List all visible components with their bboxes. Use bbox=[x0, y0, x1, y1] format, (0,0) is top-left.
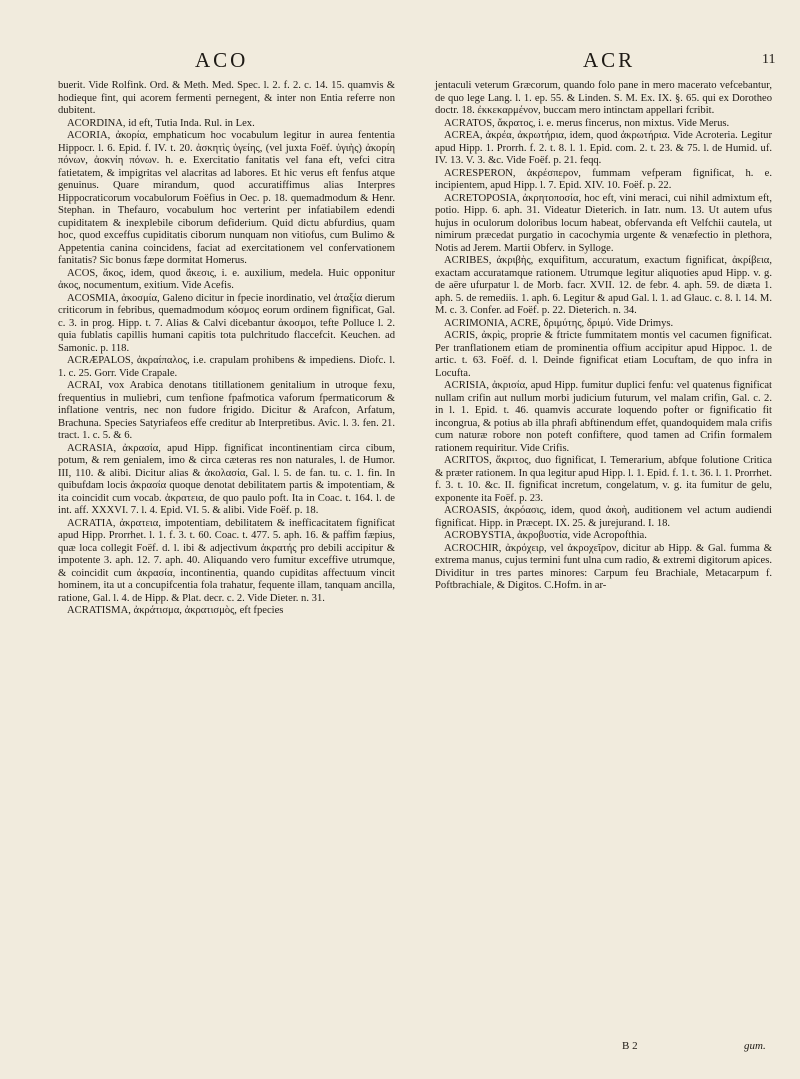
entry-paragraph: ACROBYSTIA, ἀκροβυστία, vide Acropofthia. bbox=[444, 530, 647, 541]
entry-paragraph: ACORIA, ἀκορία, emphaticum hoc vocabulum legitur in aurea fententia Hippocr. l. 6. Epid. f. IV. t. 20. ἀσκητὶς ὑγείης, (vel juxta Foëf. ὑγιὴς) ἀκορίη πόνων, ἀοκνίη πόνων. h. e. Exercitatio fanitatis vel fana eft, vefci citra fatietatem, & impigritas vel alacritas ad labores. Et hic verus eft fenfus atque genuinus. Quare mirandum, quod accuratiffimus alias Interpres Hippocraticorum vocabulorum Foëfius in Oec. p. 18. quemadmodum & Henr. Stephan. in Thefauro, vocabulum hoc verterint per infatiabilem edendi cupiditatem & inexplebile ciborum defiderium. Quid dictu abfurdius, quam hoc, quod exceffus cupiditatis ciborum nunquam non vitiofus, cum Bulimo & Appetentia canina coincidens, faciat ad exercitationem vel confervationem fanitatis? Sic bonus fæpe dormitat Homerus. bbox=[58, 130, 395, 266]
right-column bbox=[435, 80, 772, 593]
entry-paragraph: ACROCHIR, ἀκρόχειρ, vel ἀκροχεῖρον, dicitur ab Hipp. & Gal. fumma & extrema manus, cujus termini funt ulna cum radio, & extremi digitorum apices. Dividitur in tres partes minores: Carpum feu Brachiale, Metacarpum f. Poftbrachiale, & Digitos. C.Hofm. in ar- bbox=[435, 542, 772, 591]
entry-paragraph: ACRIMONIA, ACRE, δριμύτης, δριμύ. Vide Drimys. bbox=[444, 317, 674, 329]
entry-paragraph: ACOSMIA, ἀκοσμία, Galeno dicitur in fpecie inordinatio, vel ἀταξία dierum criticorum in febribus, quemadmodum κόσμος eorum ordinem fignificat, Gal. c. 3. in prog. Hipp. t. 7. Alias & Calvi dicebantur ἀκοσμοι, tefte Polluce l. 2. quia fublatis capillis humani capitis tota pulchritudo flaccefcit. Keuchen. ad Samonic. p. 118. bbox=[58, 292, 395, 354]
entry-paragraph: ACREA, ἀκρέα, ἀκρωτήρια, idem, quod ἀκρωτήρια. Vide Acroteria. Legitur apud Hipp. 1. Prorrh. f. 2. t. 8. l. 1. Epid. com. 2. t. 23. & 75. l. de Humid. uf. IV. 13. V. 3. &c. Vide Foëf. p. 21. feqq. bbox=[435, 130, 772, 166]
entry-paragraph: ACROASIS, ἀκρόασις, idem, quod ἀκοὴ, auditionem vel actum audiendi fignificat. Hipp. in Præcept. IX. 25. & jurejurand. I. 18. bbox=[435, 505, 772, 529]
entry-paragraph: ACRATISMA, ἀκράτισμα, ἀκρατισμὸς, eft fpecies bbox=[67, 605, 284, 616]
entry-paragraph: ACRETOPOSIA, ἀκρητοποσία, hoc eft, vini meraci, cui nihil admixtum eft, potio. Hipp. 6. aph. 31. Videatur Dieterich. in Iatr. num. 13. Ut autem ufus hujus in oculorum doloribus locum habeat, obfervanda eft Velfchii cautela, ut nimirum præcedat purgatio in cacochymia urgente & venæfectio in plethora, Notis ad Jerem. Martii Obferv. in Sylloge. bbox=[435, 192, 772, 254]
entry-paragraph: ACOS, ἄκος, idem, quod ἄκεσις, i. e. auxilium, medela. Huic opponitur ἀκος, nocumentum, exitium. Vide Acefis. bbox=[58, 267, 395, 291]
catchword: gum. bbox=[744, 1040, 766, 1052]
entry-paragraph: ACRISIA, ἀκρισία, apud Hipp. fumitur duplici fenfu: vel quatenus fignificat nullam crifin aut nullum morbi judicium futurum, vel malam crifin, Gal. c. 2. in l. 1. Epid. t. 46. quamvis accurate loquendo pofter or fignificatio fit incongrua, & potius ab illa phrafi abftinendum effet, quandoquidem mala crifis cum naturæ robore non poteft confiftere, quod tamen ad Crifin formalem rationem requiritur. Vide Crifis. bbox=[435, 380, 772, 454]
entry-paragraph: ACRITOS, ἄκριτος, duo fignificat, I. Temerarium, abfque folutione Critica & præter rationem. In qua legitur apud Hipp. l. 1. Epid. f. 1. t. 36. l. 1. Prorrhet. f. 3. t. 10. &c. II. fignificat incretum, congelatum, v. g. ita fumitur de gelu, exponente ita Foëf. p. 23. bbox=[435, 455, 772, 504]
entry-paragraph: ACRESPERON, ἀκρέσπερον, fummam vefperam fignificat, h. e. incipientem, apud Hipp. l. 7. Epid. XIV. 10. Foëf. p. 22. bbox=[435, 167, 772, 191]
header-left-word: ACO bbox=[195, 48, 249, 72]
entry-paragraph: ACRIBES, ἀκριβὴς, exquifitum, accuratum, exactum fignificat, ἀκρίβεια, exactam accuratamque rationem. Utrumque legitur aliquoties apud Hipp. v. g. de aëre ufurpatur l. de Morb. facr. XVII. 12. de febr. 4. aph. 59. de diæta 1. aph. 5. de remediis. 1. aph. 6. Legitur & apud Gal. l. 1. ad Glauc. c. 8. l. 14. M. M. c. 3. Confer. ad Foëf. p. 22. Dieterich. n. 34. bbox=[435, 255, 772, 316]
entry-paragraph: ACRIS, ἀκρὶς, proprie & ftricte fummitatem montis vel cacumen fignificat. Per tranflationem etiam de prominentia offium accipitur apud Hippoc. 1. de artic. t. 63. Foëf. d. l. Deinde fignificat etiam Locuftam, de quo infra in Locufta. bbox=[435, 330, 772, 379]
entry-paragraph: ACRAI, vox Arabica denotans titillationem genitalium in utroque fexu, frequentius in muliebri, cum tenfione fpafmotica vaforum fpermaticorum & inflatione ventris, nec non fudore frigido. Dicitur & Arafcon, Arfatum, Brachuna. Species Satyriafeos effe creditur ab Interpretibus. Avic. l. 3. fen. 21. tract. 1. c. 5. & 6. bbox=[58, 380, 395, 441]
entry-paragraph: ACORDINA, id eft, Tutia Inda. Rul. in Lex. bbox=[67, 117, 255, 129]
entry-paragraph: ACRATIA, ἀκρατεια, impotentiam, debilitatem & inefficacitatem fignificat apud Hipp. Prorrhet. l. 1. f. 3. t. 60. Coac. t. 477. 5. aph. 16. & paffim fæpius, quæ loca collegit Foëf. d. l. ibi & adjectivum ἀκρατής pro debili accipitur & impotente 3. aph. 12. 7. aph. 40. Aliquando vero fumitur exceffive utrumque, & coincidit cum ἀκρασία, incontinentia, quando cupiditas affectuum vincit hominem, ita ut a concupifcentia fola trahatur, fequente illam, tanquam ancilla, ratione, Gal. l. 4. de Hipp. & Plat. decr. c. 2. Vide Dieter. n. 31. bbox=[58, 517, 395, 604]
signature-mark: B 2 bbox=[622, 1040, 638, 1052]
left-column bbox=[58, 80, 395, 618]
page-number: 11 bbox=[762, 52, 776, 67]
entry-paragraph: jentaculi veterum Græcorum, quando folo pane in mero macerato vefcebantur, de quo lege Lang. l. 1. ep. 55. & Linden. S. M. Ex. IX. §. 65. qui ex Dorotheo doctr. 18. ἐκκεκαρμένον, buccam mero intinctam appellari fcribit. bbox=[435, 80, 772, 116]
entry-paragraph: ACRATOS, ἄκρατος, i. e. merus fincerus, non mixtus. Vide Merus. bbox=[444, 117, 730, 129]
entry-paragraph: ACRÆPALOS, ἀκραίπαλος, i.e. crapulam prohibens & impediens. Diofc. l. 1. c. 25. Gorr. Vide Crapale. bbox=[58, 355, 395, 379]
running-header bbox=[0, 48, 800, 78]
entry-paragraph: ACRASIA, ἀκρασία, apud Hipp. fignificat incontinentiam circa cibum, potum, & rem genialem, imo & circa cæteras res non naturales, l. de Humor. III, 110. & alibi. Dicitur alias & ἀκολασία, Gal. l. 5. de fan. tu. c. 1. fin. In quibufdam locis ἀκρασία quoque denotat debilitatem partis & impotentiam, & ita coincidit cum vocab. ἀκρατεια, de quo paulo poft. Ita in Coac. t. 164. l. de int. aff. XXXVI. 7. l. 4. Epid. VI. 5. & alibi. Vide Foëf. p. 18. bbox=[58, 442, 395, 516]
entry-paragraph: buerit. Vide Rolfink. Ord. & Meth. Med. Spec. l. 2. f. 2. c. 14. 15. quamvis & hodieque fint, qui acorem fermenti pernegent, & inter non Entia referre non dubitent. bbox=[58, 80, 395, 116]
header-right-word: ACR bbox=[583, 48, 636, 72]
